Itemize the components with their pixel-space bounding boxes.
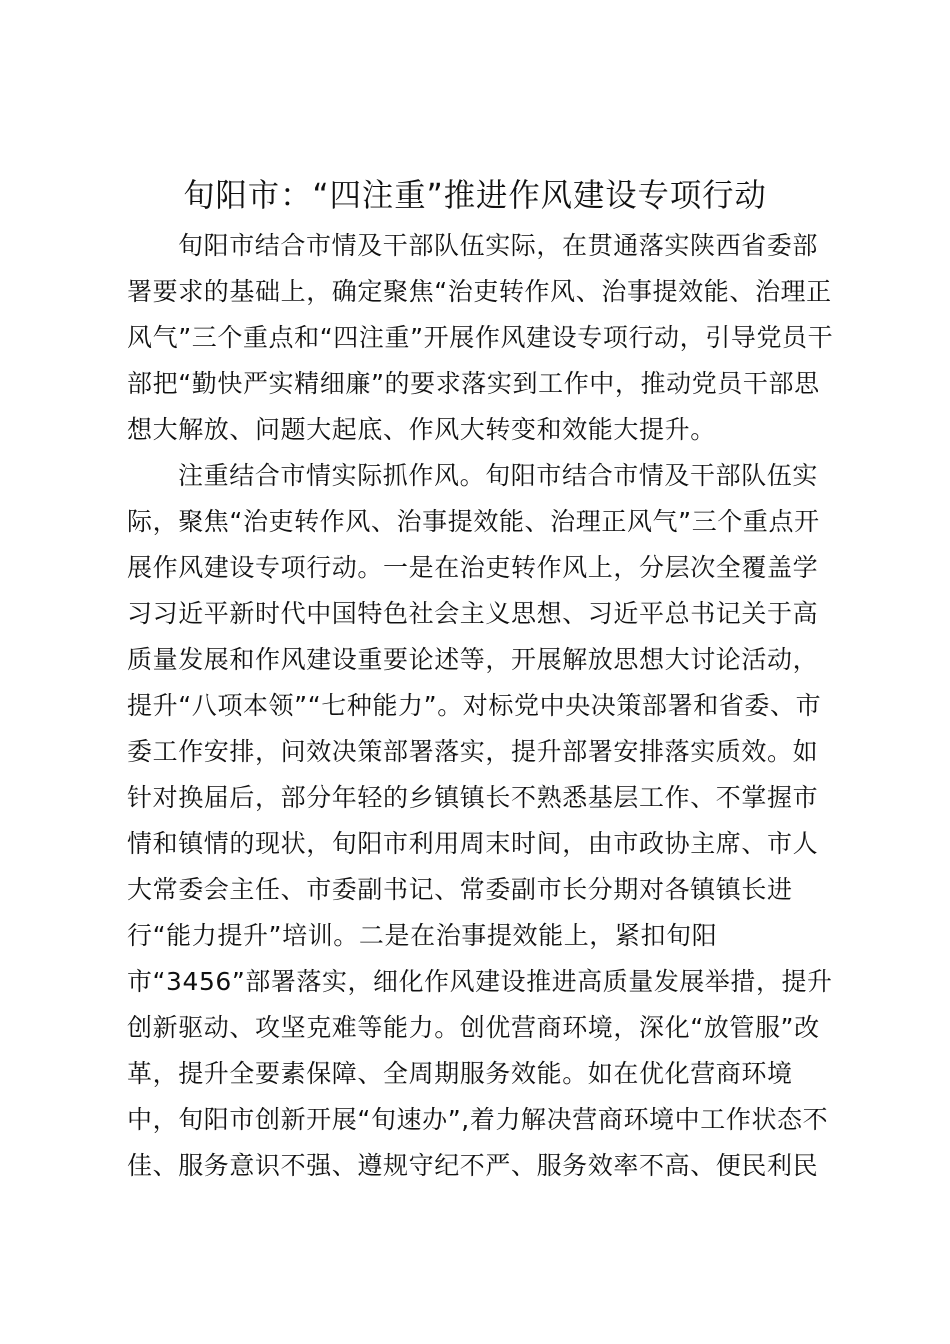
body-line-2: 署要求的基础上，确定聚焦“治吏转作风、治事提效能、治理正 (127, 277, 832, 306)
body-line-13: 针对换届后，部分年轻的乡镇镇长不熟悉基层工作、不掌握市 (127, 783, 819, 812)
body-line-10: 质量发展和作风建设重要论述等，开展解放思想大讨论活动， (127, 645, 819, 674)
document-title: 旬阳市：“四注重”推进作风建设专项行动 (183, 176, 767, 214)
body-line-19: 革，提升全要素保障、全周期服务效能。如在优化营商环境 (127, 1059, 793, 1088)
body-line-21: 佳、服务意识不强、遵规守纪不严、服务效率不高、便民利民 (127, 1151, 819, 1180)
body-line-1: 旬阳市结合市情及干部队伍实际，在贯通落实陕西省委部 (178, 231, 819, 260)
body-line-4: 部把“勤快严实精细廉”的要求落实到工作中，推动党员干部思 (127, 369, 820, 398)
body-line-7: 际，聚焦“治吏转作风、治事提效能、治理正风气”三个重点开 (127, 507, 820, 536)
body-line-14: 情和镇情的现状，旬阳市利用周末时间，由市政协主席、市人 (127, 829, 819, 858)
body-line-9: 习习近平新时代中国特色社会主义思想、习近平总书记关于高 (127, 599, 819, 628)
body-line-8: 展作风建设专项行动。一是在治吏转作风上，分层次全覆盖学 (127, 553, 819, 582)
body-line-20: 中，旬阳市创新开展“旬速办”,着力解决营商环境中工作状态不 (127, 1105, 829, 1134)
body-line-18: 创新驱动、攻坚克难等能力。创优营商环境，深化“放管服”改 (127, 1013, 820, 1042)
body-line-11: 提升“八项本领”“七种能力”。对标党中央决策部署和省委、市 (127, 691, 822, 720)
body-line-17: 市“3456”部署落实，细化作风建设推进高质量发展举措，提升 (127, 967, 833, 996)
body-line-3: 风气”三个重点和“四注重”开展作风建设专项行动，引导党员干 (127, 323, 834, 352)
body-line-5: 想大解放、问题大起底、作风大转变和效能大提升。 (127, 415, 716, 444)
body-line-12: 委工作安排，问效决策部署落实，提升部署安排落实质效。如 (127, 737, 819, 766)
body-line-6: 注重结合市情实际抓作风。旬阳市结合市情及干部队伍实 (178, 461, 819, 490)
body-line-15: 大常委会主任、市委副书记、常委副市长分期对各镇镇长进 (127, 875, 793, 904)
body-line-16: 行“能力提升”培训。二是在治事提效能上，紧扣旬阳 (127, 921, 718, 950)
